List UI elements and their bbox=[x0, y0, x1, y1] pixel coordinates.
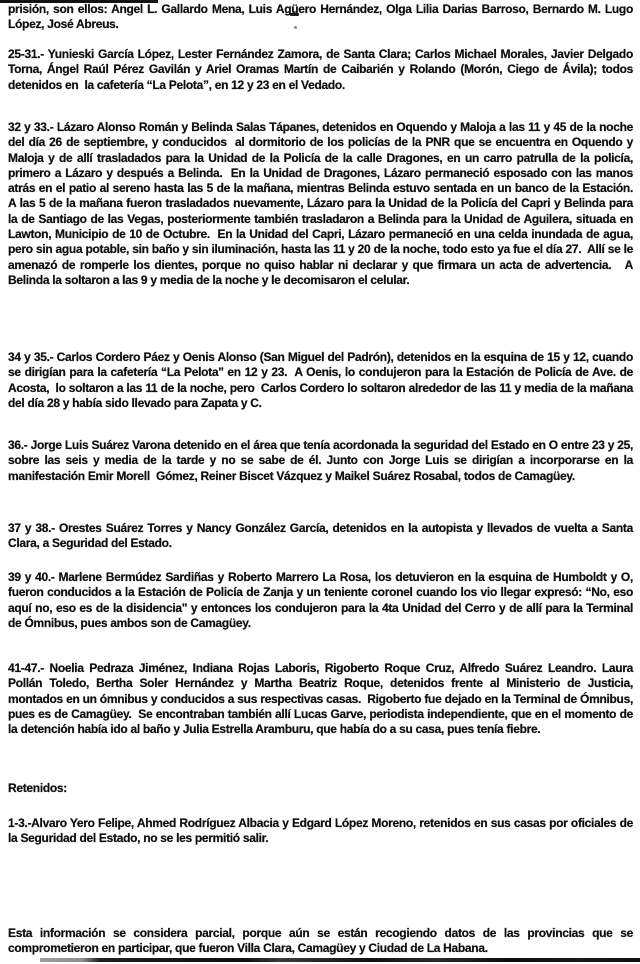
paragraph-detenidos-32-33: 32 y 33.- Lázaro Alonso Román y Belinda Salas Tápanes, detenidos en Oquendo y Maloja a las 11 y 45 de la noche del día 26 de septiembre, y conducidos al dormitorio de los policías de la PNR que se encuentra en Oquendo y Maloja y de allí trasladados para la Unidad de la Policía de la calle Dragones, en un carro patrulla de la policía, primero a Lázaro y después a Belinda. En la Unidad de Dragones, Lázaro permaneció esposado con las manos atrás en el patio al sereno hasta las 5 de la mañana, mientras Belinda estuvo sentada en un banco de la Estación. A las 5 de la mañana fueron trasladados nuevamente, Lázaro para la Unidad de la Policía del Capri y Belinda para la de Santiago de las Vegas, posteriormente también trasladaron a Belinda para la Unidad de Aguilera, situada en Lawton, Municipio de 10 de Octubre. En la Unidad del Capri, Lázaro permaneció en una celda inundada de agua, pero sin agua potable, sin baño y sin iluminación, hasta las 11 y 20 de la noche, todo esto ya fue el día 27. Allí se le amenazó de romperle los dientes, porque no quiso hablar ni declarar y que firmara un acta de advertencia. A Belinda la soltaron a las 9 y media de la noche y le decomisaron el celular. bbox=[8, 120, 640, 287]
paragraph-detenidos-34-35: 34 y 35.- Carlos Cordero Páez y Oenis Alonso (San Miguel del Padrón), detenidos en la esquina de 15 y 12, cuando se dirigían para la cafetería “La Pelota" en 12 y 23. A Oenis, lo condujeron para la Estación de Policía de Ave. de Acosta, lo soltaron a las 11 de la noche, pero Carlos Cordero lo soltaron alrededor de las 11 y media de la mañana del día 28 y había sido llevado para Zapata y C. bbox=[8, 350, 637, 410]
heading-retenidos: Retenidos: bbox=[8, 781, 68, 795]
paragraph-detenidos-25-31: 25-31.- Yunieski García López, Lester Fernández Zamora, de Santa Clara; Carlos Michael Morales, Javier Delgado Torna, Ángel Raúl Pérez Gavilán y Ariel Oramas Martín de Caibarién y Rolando (Morón, Ciego de Ávila); todos detenidos en la cafetería “La Pelota”, en 12 y 23 en el Vedado. bbox=[8, 47, 637, 92]
paragraph-nota-final: Esta información se considera parcial, porque aún se están recogiendo datos de las provincias que se comprometieron en participar, que fueron Villa Clara, Camagüey y Ciudad de La Habana. bbox=[8, 926, 637, 956]
paragraph-detenidos-37-38: 37 y 38.- Orestes Suárez Torres y Nancy González García, detenidos en la autopista y llevados de vuelta a Santa Clara, a Seguridad del Estado. bbox=[8, 521, 637, 551]
paragraph-detenidos-39-40: 39 y 40.- Marlene Bermúdez Sardiñas y Roberto Marrero La Rosa, los detuvieron en la esquina de Humboldt y O, fueron conducidos a la Estación de Policía de Zanja y un teniente coronel cuando los vio llegar expresó: “No, eso aquí no, eso es de la disidencia" y entonces los condujeron para la 4ta Unidad del Cerro y de allí para la Terminal de Ómnibus, pues ambos son de Camagüey. bbox=[8, 570, 637, 630]
paragraph-intro-continuation: prisión, son ellos: Angel L. Gallardo Mena, Luis Agüero Hernández, Olga Lilia Darias Barroso, Bernardo M. Lugo López, José Abreus. bbox=[8, 2, 637, 32]
paragraph-detenidos-36: 36.- Jorge Luis Suárez Varona detenido en el área que tenía acordonada la seguridad del Estado en O entre 23 y 25, sobre las seis y media de la tarde y no se sabe de él. Junto con Jorge Luis se dirigían a incorporarse en la manifestación Emir Morell Gómez, Reiner Biscet Vázquez y Maikel Suárez Rosabal, todos de Camagüey. bbox=[8, 438, 637, 483]
scan-artifact-bottom-bar bbox=[40, 958, 640, 962]
paragraph-retenidos-1-3: 1-3.-Alvaro Yero Felipe, Ahmed Rodríguez Albacia y Edgard López Moreno, retenidos en sus casas por oficiales de la Seguridad del Estado, no se les permitió salir. bbox=[8, 816, 637, 846]
paragraph-detenidos-41-47: 41-47.- Noelia Pedraza Jiménez, Indiana Rojas Laboris, Rigoberto Roque Cruz, Alfredo Suárez Leandro. Laura Pollán Toledo, Bertha Soler Hernández y Martha Beatriz Roque, detenidos frente al Ministerio de Justicia, montados en un ómnibus y conducidos a sus respectivas casas. Rigoberto fue dejado en la Terminal de Ómnibus, pues es de Camagüey. Se encontraban también allí Lucas Garve, periodista independiente, que en el momento de la detención había ido al baño y Julia Estrella Aramburu, que había do a su casa, pues tenía fiebre. bbox=[8, 661, 637, 737]
